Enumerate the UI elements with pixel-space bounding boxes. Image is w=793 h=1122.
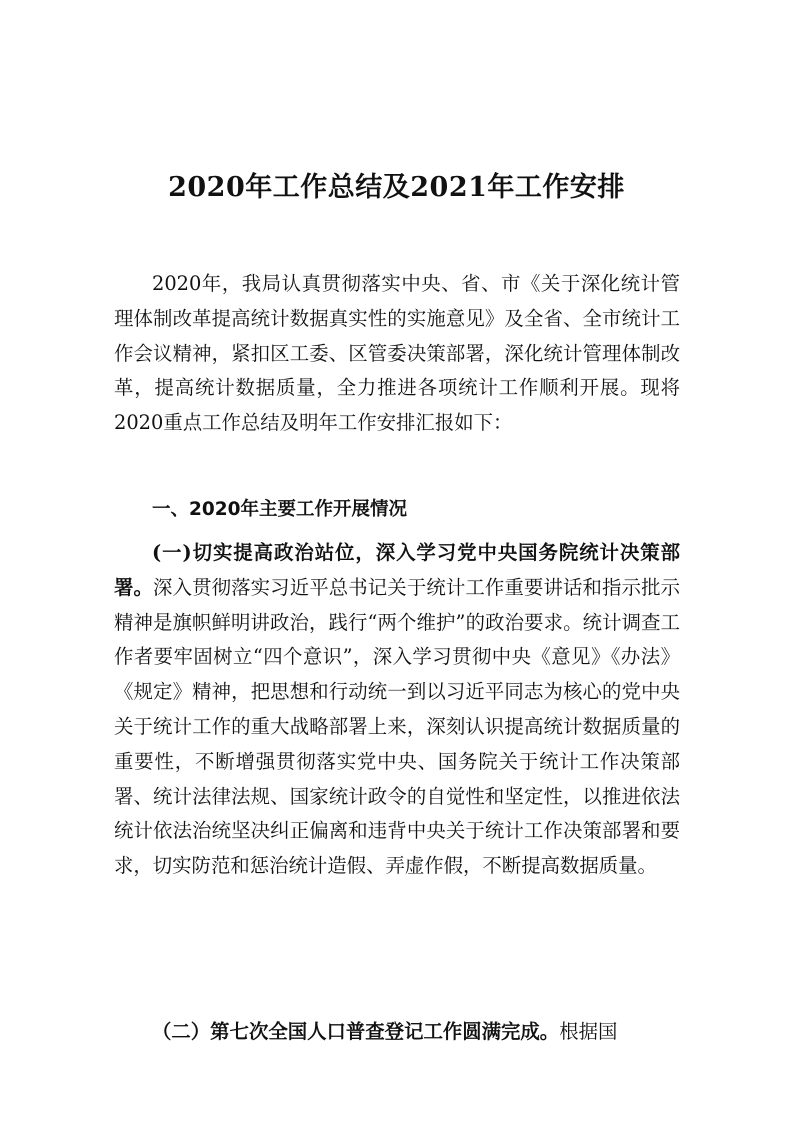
section-heading: 一、2020年主要工作开展情况 bbox=[152, 499, 407, 520]
intro-paragraph: 2020年，我局认真贯彻落实中央、省、市《关于深化统计管理体制改革提高统计数据真实性的实施意见》及全省、全市统计工作会议精神，紧扣区工委、区管委决策部署，深化统计管理体制改革，提高统计数据质量，全力推进各项统计工作顺利开展。现将2020重点工作总结及明年工作安排汇报如下： bbox=[114, 272, 680, 435]
item-1-paragraph bbox=[114, 536, 680, 884]
item-1-heading: (一)切实提高政治站位，深入学习党中央国务院统计决策部署。 bbox=[114, 541, 680, 599]
item-2-body: 根据国 bbox=[559, 1020, 618, 1043]
item-1-body: 深入贯彻落实习近平总书记关于统计工作重要讲话和指示批示精神是旗帜鲜明讲政治，践行“两个维护”的政治要求。统计调查工作者要牢固树立“四个意识”，深入学习贯彻中央《意见》《办法》《规定》精神，把思想和行动统一到以习近平同志为核心的党中央关于统计工作的重大战略部署上来，深刻认识提高统计数据质量的重要性，不断增强贯彻落实党中央、国务院关于统计工作决策部署、统计法律法规、国家统计政令的自觉性和坚定性，以推进依法统计依法治统坚决纠正偏离和违背中央关于统计工作决策部署和要求，切实防范和惩治统计造假、弄虚作假，不断提高数据质量。 bbox=[114, 575, 681, 878]
document-title: 2020年工作总结及2021年工作安排 bbox=[168, 172, 625, 203]
item-2-paragraph bbox=[114, 1015, 680, 1050]
item-2-heading: （二）第七次全国人口普查登记工作圆满完成。 bbox=[152, 1020, 560, 1043]
